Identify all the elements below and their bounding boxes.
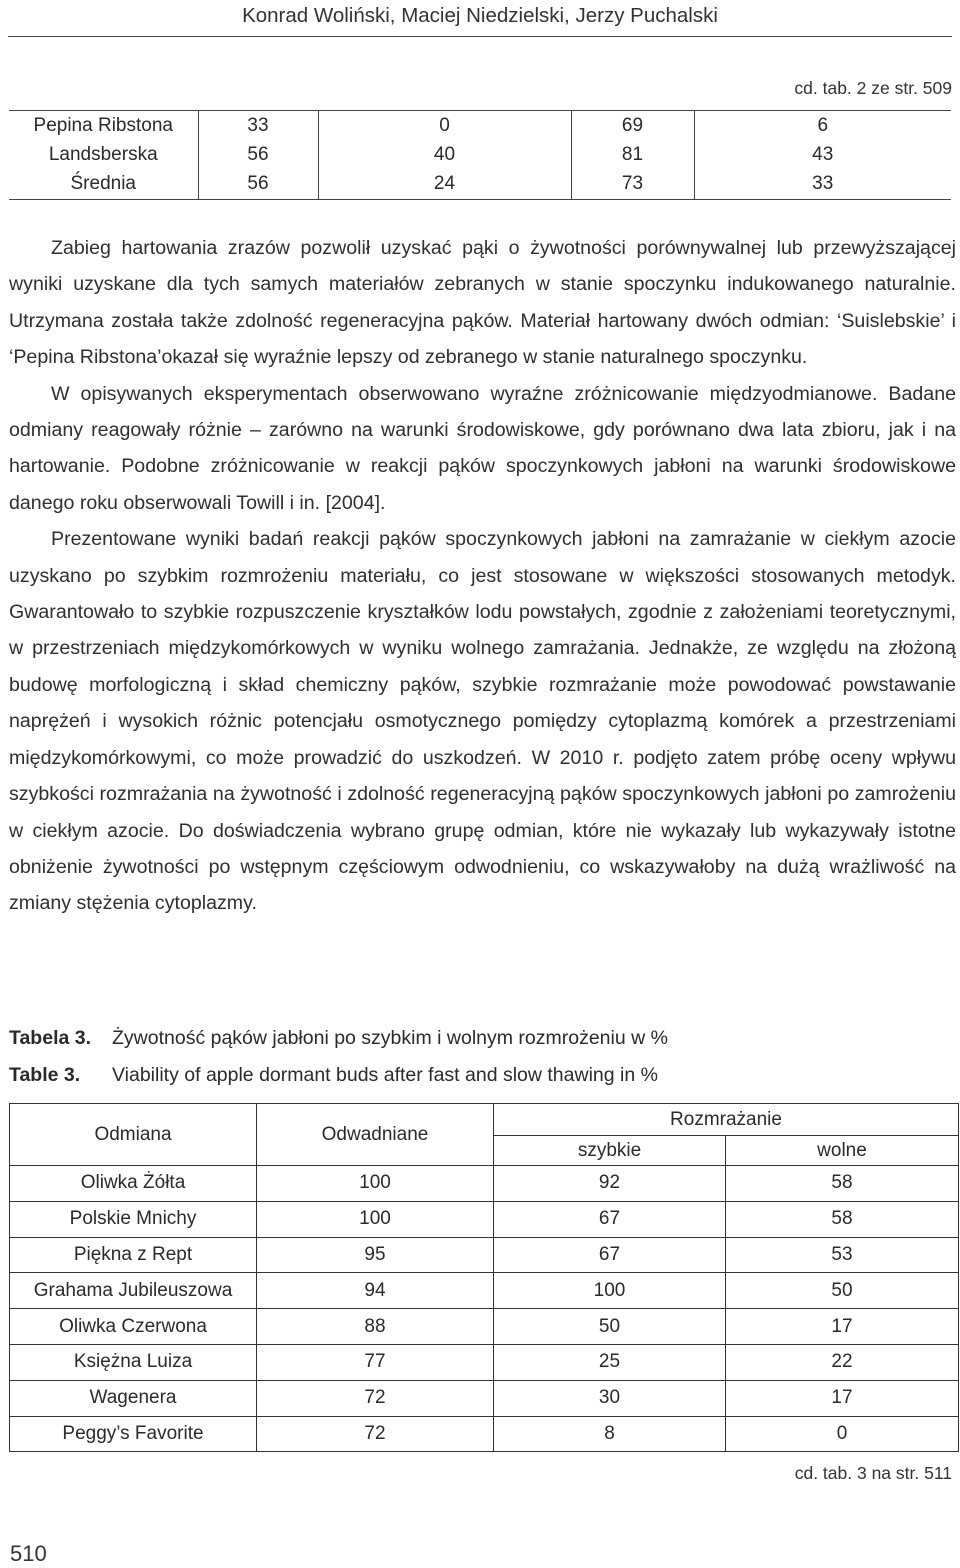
cell-variety: Oliwka Czerwona — [10, 1309, 257, 1345]
table-row — [9, 170, 951, 200]
cell-value: 43 — [694, 140, 951, 170]
cell-value: 92 — [494, 1166, 726, 1202]
cell-value: 100 — [494, 1273, 726, 1309]
table-row — [10, 1237, 959, 1273]
cell-value: 0 — [318, 111, 571, 141]
table-row — [10, 1416, 959, 1452]
table2-continued-note: cd. tab. 2 ze str. 509 — [794, 78, 952, 98]
cell-value: 94 — [257, 1273, 494, 1309]
cell-value: 58 — [726, 1166, 959, 1202]
cell-value: 53 — [726, 1237, 959, 1273]
table-row — [10, 1166, 959, 1202]
table3-label-en: Table 3. — [9, 1064, 81, 1086]
cell-variety: Średnia — [70, 173, 136, 195]
cell-value: 73 — [571, 170, 694, 200]
cell-value: 8 — [494, 1416, 726, 1452]
table3-title-en: Viability of apple dormant buds after fast and slow thawing in % — [112, 1064, 658, 1086]
cell-value: 56 — [198, 140, 318, 170]
cell-variety: Landsberska — [48, 143, 158, 165]
cell-value: 81 — [571, 140, 694, 170]
cell-variety: Księżna Luiza — [10, 1344, 257, 1380]
cell-variety: Polskie Mnichy — [10, 1201, 257, 1237]
table-row — [10, 1344, 959, 1380]
header-thawing: Rozmrażanie — [494, 1104, 959, 1136]
cell-value: 72 — [257, 1380, 494, 1416]
cell-value: 24 — [318, 170, 571, 200]
table-row — [10, 1309, 959, 1345]
cell-value: 69 — [571, 111, 694, 141]
table3 — [9, 1103, 959, 1452]
cell-variety: Piękna z Rept — [10, 1237, 257, 1273]
cell-variety: Oliwka Żółta — [10, 1166, 257, 1202]
cell-variety: Peggy’s Favorite — [10, 1416, 257, 1452]
table-row — [10, 1273, 959, 1309]
page-number: 510 — [10, 1541, 47, 1566]
cell-value: 95 — [257, 1237, 494, 1273]
cell-value: 67 — [494, 1201, 726, 1237]
cell-variety: Wagenera — [10, 1380, 257, 1416]
paragraph: Zabieg hartowania zrazów pozwolił uzyskać pąki o żywotności porównywalnej lub przewyższającej wyniki uzyskane dla tych samych materiałów zebranych w stanie spoczynku indukowanego naturalnie. Utrzymana została także zdolność regeneracyjna pąków. Materiał hartowany dwóch odmian: ‘Suislebskie’ i ‘Pepina Ribstona’okazał się wyraźnie lepszy od zebranego w stanie naturalnego spoczynku. — [9, 237, 956, 369]
cell-variety: Grahama Jubileuszowa — [10, 1273, 257, 1309]
cell-value: 67 — [494, 1237, 726, 1273]
table2-continuation — [9, 110, 951, 200]
cell-value: 50 — [494, 1309, 726, 1345]
paragraph: Prezentowane wyniki badań reakcji pąków spoczynkowych jabłoni na zamrażanie w ciekłym azocie uzyskano po szybkim rozmrożeniu materiału, co jest stosowane w większości stosowanych metodyk. Gwarantowało to szybkie rozpuszczenie kryształków lodu powstałych, zgodnie z założeniami teoretycznymi, w przestrzeniach międzykomórkowych w wyniku wolnego zamrażania. Jednakże, ze względu na złożoną budowę morfologiczną i skład chemiczny pąków, szybkie rozmrażanie może powodować powstawanie naprężeń i wysokich różnic potencjału osmotycznego pomiędzy cytoplazmą komórek a przestrzeniami międzykomórkowymi, co może prowadzić do uszkodzeń. W 2010 r. podjęto zatem próbę oceny wpływu szybkości rozmrażania na żywotność i zdolność regeneracyjną pąków spoczynkowych jabłoni po zamrożeniu w ciekłym azocie. Do doświadczenia wybrano grupę odmian, które nie wykazały lub wykazywały istotne obniżenie żywotności po wstępnym częściowym odwodnieniu, co wskazywałoby na dużą wrażliwość na zmiany stężenia cytoplazmy. — [9, 528, 956, 915]
cell-value: 50 — [726, 1273, 959, 1309]
cell-value: 0 — [726, 1416, 959, 1452]
table3-caption-en — [9, 1064, 658, 1087]
table3-title-pl: Żywotność pąków jabłoni po szybkim i wolnym rozmrożeniu w % — [112, 1027, 668, 1049]
header-rule — [8, 36, 952, 37]
cell-variety: Pepina Ribstona — [9, 111, 198, 141]
table3-caption-pl — [9, 1027, 668, 1050]
cell-value: 33 — [694, 170, 951, 200]
table-row — [10, 1201, 959, 1237]
header-dehydrated: Odwadniane — [257, 1104, 494, 1166]
table-row — [9, 111, 951, 141]
cell-value: 6 — [694, 111, 951, 141]
table3-continued-note: cd. tab. 3 na str. 511 — [794, 1463, 952, 1483]
body-text — [9, 230, 956, 922]
table-row — [10, 1380, 959, 1416]
cell-value: 40 — [318, 140, 571, 170]
header-slow: wolne — [726, 1136, 959, 1166]
cell-value: 22 — [726, 1344, 959, 1380]
table-row — [9, 140, 951, 170]
paragraph: W opisywanych eksperymentach obserwowano wyraźne zróżnicowanie międzyodmianowe. Badane odmiany reagowały różnie – zarówno na warunki środowiskowe, gdy porównano dwa lata zbioru, jak i na hartowanie. Podobne zróżnicowanie w reakcji pąków spoczynkowych jabłoni na warunki środowiskowe danego roku obserwowali Towill i in. [2004]. — [9, 382, 956, 514]
cell-value: 77 — [257, 1344, 494, 1380]
table3-label-pl: Tabela 3. — [9, 1027, 92, 1049]
cell-value: 30 — [494, 1380, 726, 1416]
cell-value: 100 — [257, 1201, 494, 1237]
cell-value: 58 — [726, 1201, 959, 1237]
cell-value: 17 — [726, 1380, 959, 1416]
cell-value: 25 — [494, 1344, 726, 1380]
cell-value: 88 — [257, 1309, 494, 1345]
cell-value: 100 — [257, 1166, 494, 1202]
cell-value: 56 — [198, 170, 318, 200]
cell-value: 72 — [257, 1416, 494, 1452]
header-fast: szybkie — [494, 1136, 726, 1166]
header-variety: Odmiana — [10, 1104, 257, 1166]
cell-value: 33 — [198, 111, 318, 141]
cell-value: 17 — [726, 1309, 959, 1345]
running-header: Konrad Woliński, Maciej Niedzielski, Jerzy Puchalski — [242, 4, 718, 27]
